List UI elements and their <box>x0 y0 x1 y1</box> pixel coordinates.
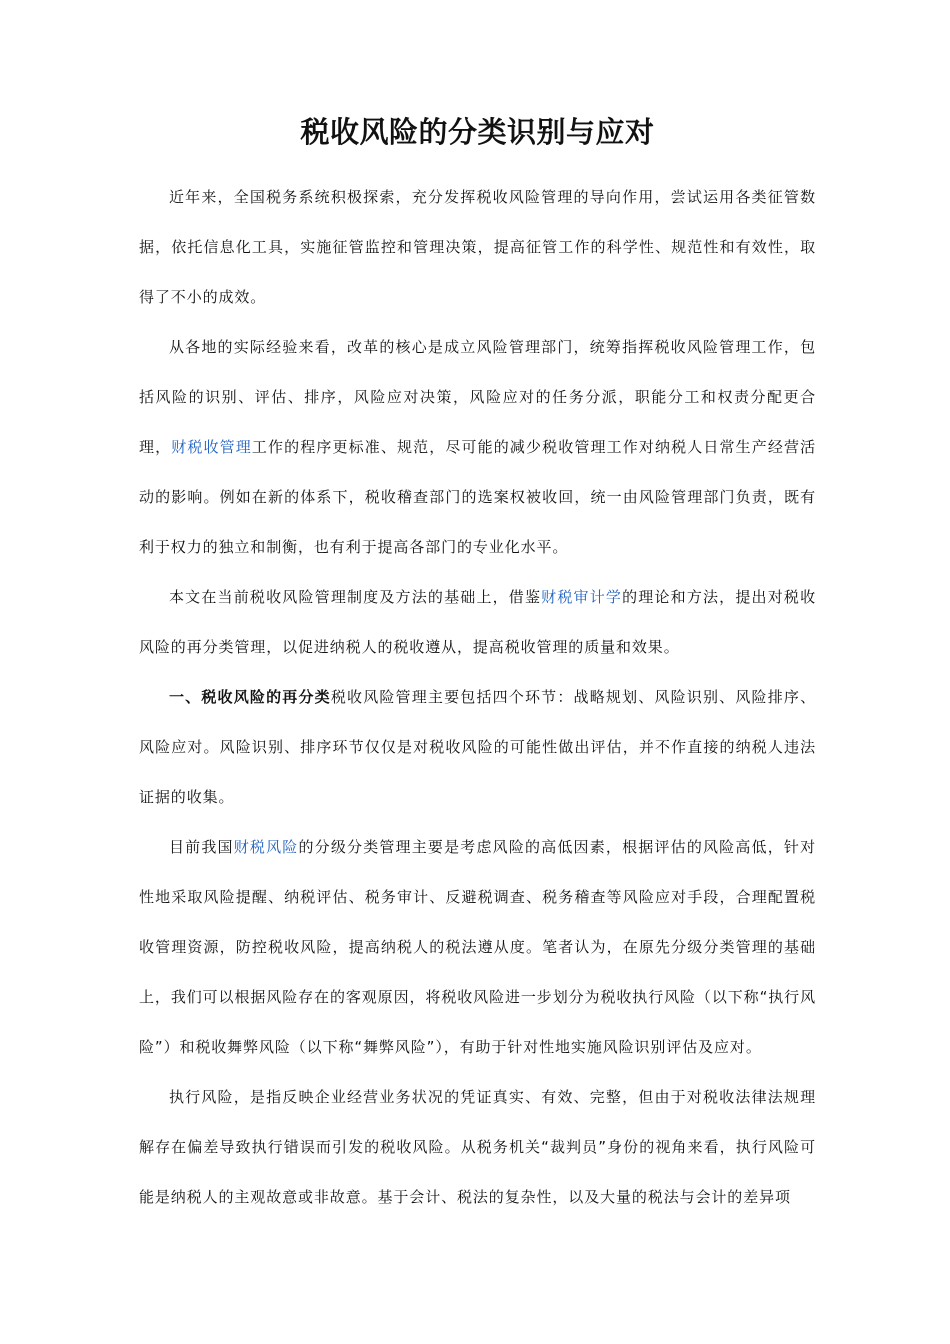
paragraph-4 <box>139 672 816 822</box>
section-heading-1: 一、税收风险的再分类 <box>169 688 331 706</box>
paragraph-3 <box>139 572 816 672</box>
paragraph-2-text-b: 工作的程序更标准、规范，尽可能的减少税收管理工作对纳税人日常生产经营活动的影响。例如在新的体系下，税收稽查部门的选案权被收回，统一由风险管理部门负责，既有利于权力的独立和制衡，也有利于提高各部门的专业化水平。 <box>139 438 816 556</box>
paragraph-5-text-a: 目前我国 <box>169 838 234 856</box>
link-tax-audit[interactable]: 财税审计学 <box>541 588 623 606</box>
paragraph-2-text-a: 从各地的实际经验来看，改革的核心是成立风险管理部门，统筹指挥税收风险管理工作，包括风险的识别、评估、排序，风险应对决策，风险应对的任务分派，职能分工和权责分配更合理， <box>139 338 816 456</box>
paragraph-3-text-a: 本文在当前税收风险管理制度及方法的基础上，借鉴 <box>169 588 542 606</box>
paragraph-3-text-b: 的理论和方法，提出对税收风险的再分类管理，以促进纳税人的税收遵从，提高税收管理的质量和效果。 <box>139 588 816 656</box>
paragraph-5 <box>139 822 816 1072</box>
paragraph-5-text-b: 的分级分类管理主要是考虑风险的高低因素，根据评估的风险高低，针对性地采取风险提醒、纳税评估、税务审计、反避税调查、税务稽查等风险应对手段，合理配置税收管理资源，防控税收风险，提高纳税人的税法遵从度。笔者认为，在原先分级分类管理的基础上，我们可以根据风险存在的客观原因，将税收风险进一步划分为税收执行风险（以下称“执行风险”）和税收舞弊风险（以下称“舞弊风险”），有助于针对性地实施风险识别评估及应对。 <box>139 838 816 1056</box>
link-tax-management[interactable]: 财税收管理 <box>171 438 252 456</box>
paragraph-6: 执行风险，是指反映企业经营业务状况的凭证真实、有效、完整，但由于对税收法律法规理解存在偏差导致执行错误而引发的税收风险。从税务机关“裁判员”身份的视角来看，执行风险可能是纳税人的主观故意或非故意。基于会计、税法的复杂性，以及大量的税法与会计的差异项 <box>139 1088 816 1206</box>
paragraph-1: 近年来，全国税务系统积极探索，充分发挥税收风险管理的导向作用，尝试运用各类征管数据，依托信息化工具，实施征管监控和管理决策，提高征管工作的科学性、规范性和有效性，取得了不小的成效。 <box>139 188 816 306</box>
document-title: 税收风险的分类识别与应对 <box>300 115 655 149</box>
paragraph-4-text: 税收风险管理主要包括四个环节：战略规划、风险识别、风险排序、风险应对。风险识别、排序环节仅仅是对税收风险的可能性做出评估，并不作直接的纳税人违法证据的收集。 <box>139 688 816 806</box>
link-tax-risk[interactable]: 财税风险 <box>233 838 299 856</box>
paragraph-2 <box>139 322 816 572</box>
